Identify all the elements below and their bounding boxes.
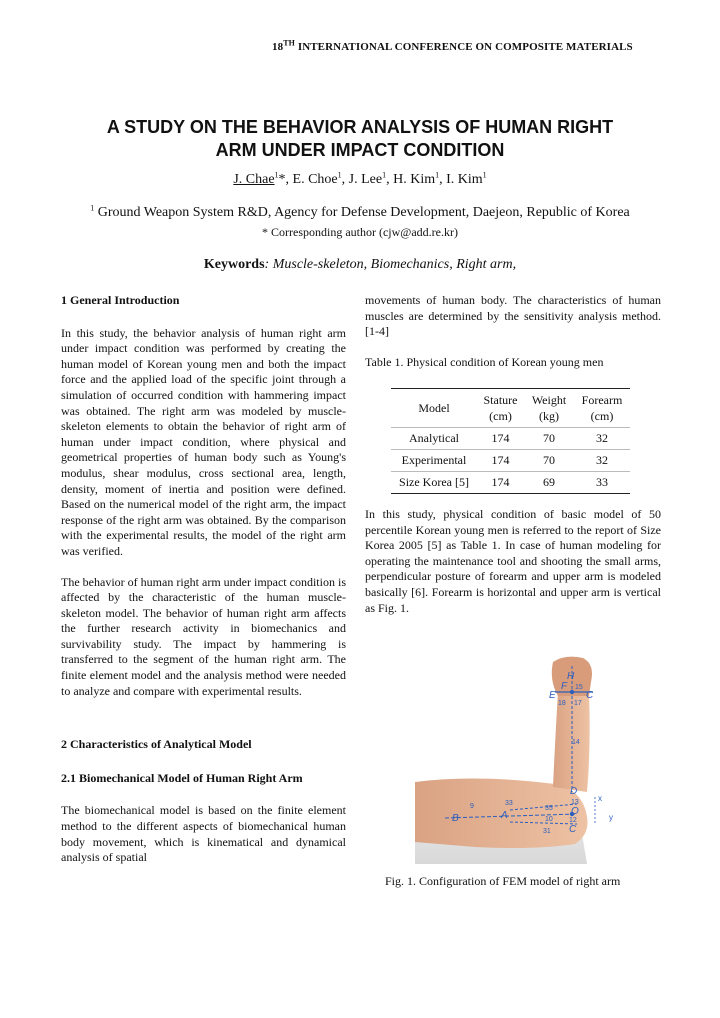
label-E: E — [549, 690, 556, 701]
fem-node — [570, 690, 574, 694]
author-1: J. Chae$^1$*, — [233, 170, 293, 187]
figure-caption: Fig. 1. Configuration of FEM model of right arm — [385, 874, 621, 888]
author-5: I. Kim$^1$ — [446, 170, 487, 187]
table-cell: Analytical — [409, 431, 459, 445]
right-column — [365, 293, 661, 370]
label-H: H — [567, 671, 575, 682]
table-row — [391, 428, 630, 450]
table-cell: 69 — [543, 475, 555, 489]
label-33: 33 — [505, 800, 513, 807]
table-caption: Table 1. Physical condition of Korean young men — [365, 354, 604, 369]
paper-title — [40, 116, 680, 162]
header-pre: 18 — [272, 41, 284, 53]
table-header-row — [391, 389, 630, 428]
label-A: A — [501, 810, 508, 821]
label-C-wrist: C — [586, 690, 594, 701]
label-14: 14 — [572, 739, 580, 746]
label-10: 10 — [545, 816, 553, 823]
affiliation: $^1$ Ground Weapon System R&D, Agency for Defense Development, Daejeon, Republic of Korea — [90, 203, 630, 220]
label-D: D — [570, 786, 578, 797]
model-paragraph: The biomechanical model is based on the finite element method to the different aspects of biomechanical human body movement, which is kinematical and dynamical analysis of spatial — [61, 803, 346, 865]
table-cell: 70 — [543, 431, 555, 445]
label-F: F — [561, 681, 568, 692]
physical-condition-table — [391, 388, 630, 494]
table-cell: 174 — [491, 475, 510, 489]
label-18: 18 — [558, 700, 566, 707]
table-cell: Size Korea [5] — [399, 475, 469, 489]
header-forearm: Forearm (cm) — [581, 393, 623, 423]
label-13: 13 — [571, 799, 579, 806]
author-list — [40, 172, 680, 188]
header-sup: TH — [283, 38, 295, 48]
label-31: 31 — [543, 828, 551, 835]
header-post: INTERNATIONAL CONFERENCE ON COMPOSITE MATERIALS — [294, 41, 633, 53]
label-O: O — [571, 806, 579, 817]
label-17: 17 — [574, 700, 582, 707]
table-cell: 174 — [491, 453, 510, 467]
table-cell: 32 — [596, 453, 608, 467]
label-x: x — [598, 794, 602, 803]
label-35: 35 — [545, 805, 553, 812]
author-2: E. Choe$^1$, — [292, 170, 349, 187]
corresponding-author: * Corresponding author (cjw@add.re.kr) — [262, 225, 458, 239]
right-paragraph-1: movements of human body. The characteristics of human muscles are determined by the sensitivity analysis method. [1-4] — [365, 293, 661, 339]
table-cell: 70 — [543, 453, 555, 467]
table-cell: Experimental — [401, 453, 467, 467]
table-row — [391, 472, 630, 494]
header-weight: Weight (kg) — [531, 393, 567, 423]
label-12: 12 — [569, 817, 577, 824]
header-model: Model — [418, 400, 450, 415]
section-heading-2: 2 Characteristics of Analytical Model — [61, 737, 252, 752]
arm-fem-figure — [415, 652, 630, 864]
author-4: H. Kim$^1$, — [393, 170, 447, 187]
label-y: y — [609, 813, 613, 822]
label-9: 9 — [470, 803, 474, 810]
table-cell: 174 — [491, 431, 510, 445]
author-3: J. Lee$^1$, — [348, 170, 394, 187]
label-B: B — [452, 813, 459, 824]
arm-illustration — [415, 652, 630, 864]
label-C-elbow: C — [569, 824, 577, 835]
title-line-1: A STUDY ON THE BEHAVIOR ANALYSIS OF HUMAN RIGHT — [106, 117, 614, 137]
right-paragraph-2: In this study, physical condition of basic model of 50 percentile Korean young men is referred to the report of Size Korea 2005 [5] as Table 1. In case of human modeling for operating the maintenance tool and shooting the small arms, perpendicular posture of forearm and upper arm is modeled basically [6]. Forearm is horizontal and upper arm is vertical as Fig. 1. — [365, 507, 661, 615]
intro-paragraph-1: In this study, the behavior analysis of human right arm under impact condition was performed by creating the human model of Korean young men and both the impact force and the applied load of the specific joint through a simulation of occurred condition with hammering impact was obtained. The right arm was modeled by muscle-skeleton elements to obtain the behavior of right arm of human under impact condition, where physical and geometrical properties of human body such as Young's modulus, shear modulus, cross sectional area, length, density, moment of inertia and position were defined. Based on the numerical model of the right arm, the impact response of the right arm was obtained. By the comparison with the experimental results, the model of the right arm was verified. — [61, 325, 346, 558]
section-heading-1: 1 General Introduction — [61, 293, 180, 307]
left-column — [61, 293, 346, 866]
keywords: Keywords: Muscle-skeleton, Biomechanics, Right arm, — [203, 257, 517, 272]
table-cell: 32 — [596, 431, 608, 445]
subsection-heading-2-1: 2.1 Biomechanical Model of Human Right Arm — [61, 770, 303, 785]
header-stature: Stature (cm) — [483, 393, 518, 423]
label-15: 15 — [575, 684, 583, 691]
title-line-2: ARM UNDER IMPACT CONDITION — [215, 140, 505, 160]
intro-paragraph-2: The behavior of human right arm under impact condition is affected by the characteristic of the human muscle-skeleton model. The behavior of human right arm affects the further research activity in biomechanics and survivability study. The impact by hammering is transferred to the segment of the human right arm. The finite element model and the analysis method were needed to analyze and compare with experimental results. — [61, 574, 346, 698]
table-cell: 33 — [596, 475, 608, 489]
table-row — [391, 450, 630, 472]
